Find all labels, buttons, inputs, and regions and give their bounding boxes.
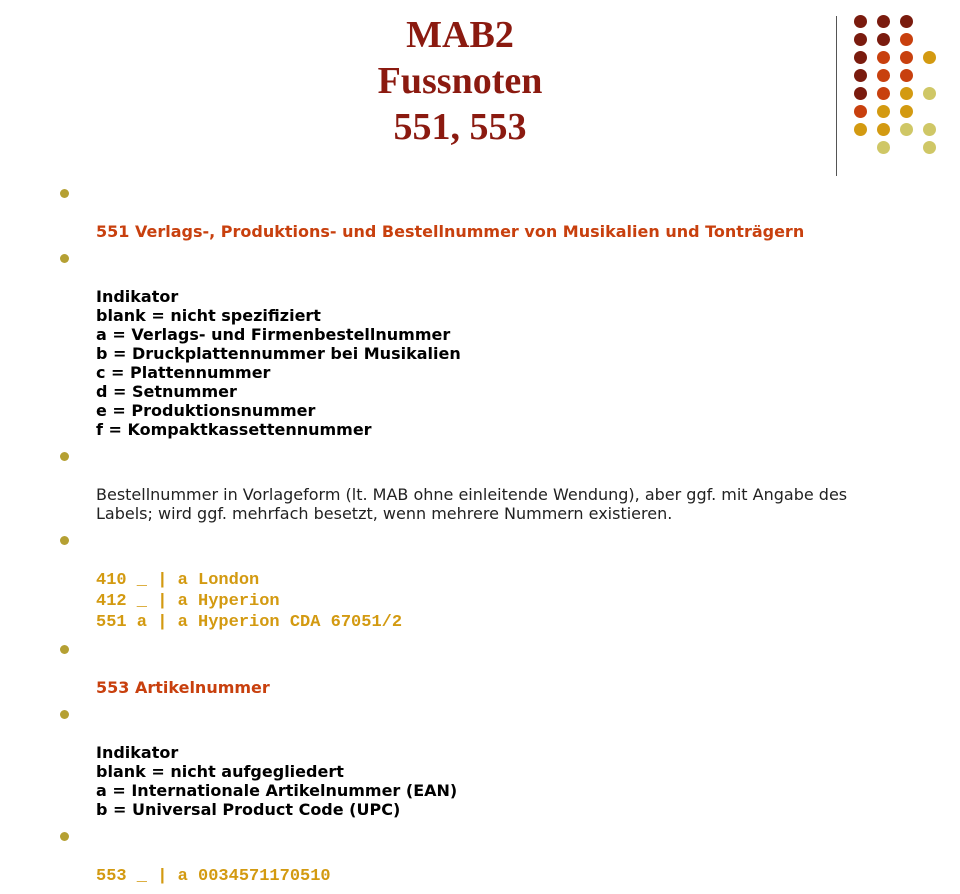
list-item xyxy=(58,531,908,632)
bullet-text-551-heading: 551 Verlags-, Produktions- und Bestellnummer von Musikalien und Tonträgern xyxy=(96,222,805,241)
bullet-icon xyxy=(60,189,69,198)
list-item xyxy=(58,447,908,523)
list-item xyxy=(58,249,908,439)
bullet-icon xyxy=(60,536,69,545)
bullet-text-551-example: 410 _ | a London 412 _ | a Hyperion 551 a | a Hyperion CDA 67051/2 xyxy=(96,571,403,632)
bullet-icon xyxy=(60,832,69,841)
bullet-text-553-example: 553 _ | a 0034571170510 xyxy=(96,867,331,886)
decorative-dot xyxy=(877,105,890,118)
decorative-dot xyxy=(923,87,936,100)
bullet-list xyxy=(58,184,908,894)
bullet-icon xyxy=(60,645,69,654)
list-item xyxy=(58,827,908,886)
decorative-dot xyxy=(854,69,867,82)
decorative-dot xyxy=(900,123,913,136)
decorative-dot xyxy=(877,87,890,100)
list-item xyxy=(58,640,908,697)
decorative-dot xyxy=(923,123,936,136)
title-line-2: Fussnoten xyxy=(377,60,543,102)
bullet-icon xyxy=(60,452,69,461)
decorative-dot xyxy=(854,105,867,118)
decorative-dot-grid xyxy=(0,0,960,200)
decorative-dot xyxy=(854,51,867,64)
decorative-dot xyxy=(877,33,890,46)
bullet-icon xyxy=(60,254,69,263)
decorative-dot xyxy=(900,51,913,64)
decorative-dot xyxy=(854,87,867,100)
list-item xyxy=(58,184,908,241)
decorative-dot xyxy=(854,123,867,136)
decorative-dot xyxy=(923,141,936,154)
decorative-dot xyxy=(877,51,890,64)
bullet-icon xyxy=(60,710,69,719)
decorative-dot xyxy=(900,15,913,28)
bullet-text-551-description: Bestellnummer in Vorlageform (lt. MAB ohne einleitende Wendung), aber ggf. mit Angabe des Labels; wird ggf. mehrfach besetzt, wenn mehrere Nummern existieren. xyxy=(96,485,848,523)
title-line-3: 551, 553 xyxy=(393,106,527,148)
decorative-dot xyxy=(900,105,913,118)
list-item xyxy=(58,705,908,819)
decorative-dot xyxy=(877,123,890,136)
decorative-dot xyxy=(854,33,867,46)
decorative-dot xyxy=(854,15,867,28)
bullet-text-553-heading: 553 Artikelnummer xyxy=(96,678,270,697)
decorative-dot xyxy=(900,87,913,100)
decorative-dot xyxy=(877,141,890,154)
bullet-text-553-indicators: Indikator blank = nicht aufgegliedert a = Internationale Artikelnummer (EAN) b = Universal Product Code (UPC) xyxy=(96,743,458,819)
decorative-dot xyxy=(900,33,913,46)
title-line-1: MAB2 xyxy=(406,14,514,56)
decorative-dot xyxy=(900,69,913,82)
decorative-dot xyxy=(923,51,936,64)
bullet-text-551-indicators: Indikator blank = nicht spezifiziert a = Verlags- und Firmenbestellnummer b = Druckplattennummer bei Musikalien c = Plattennummer d = Setnummer e = Produktionsnummer f = Kompaktkassettennummer xyxy=(96,287,461,439)
decorative-dot xyxy=(877,69,890,82)
decorative-dot xyxy=(877,15,890,28)
